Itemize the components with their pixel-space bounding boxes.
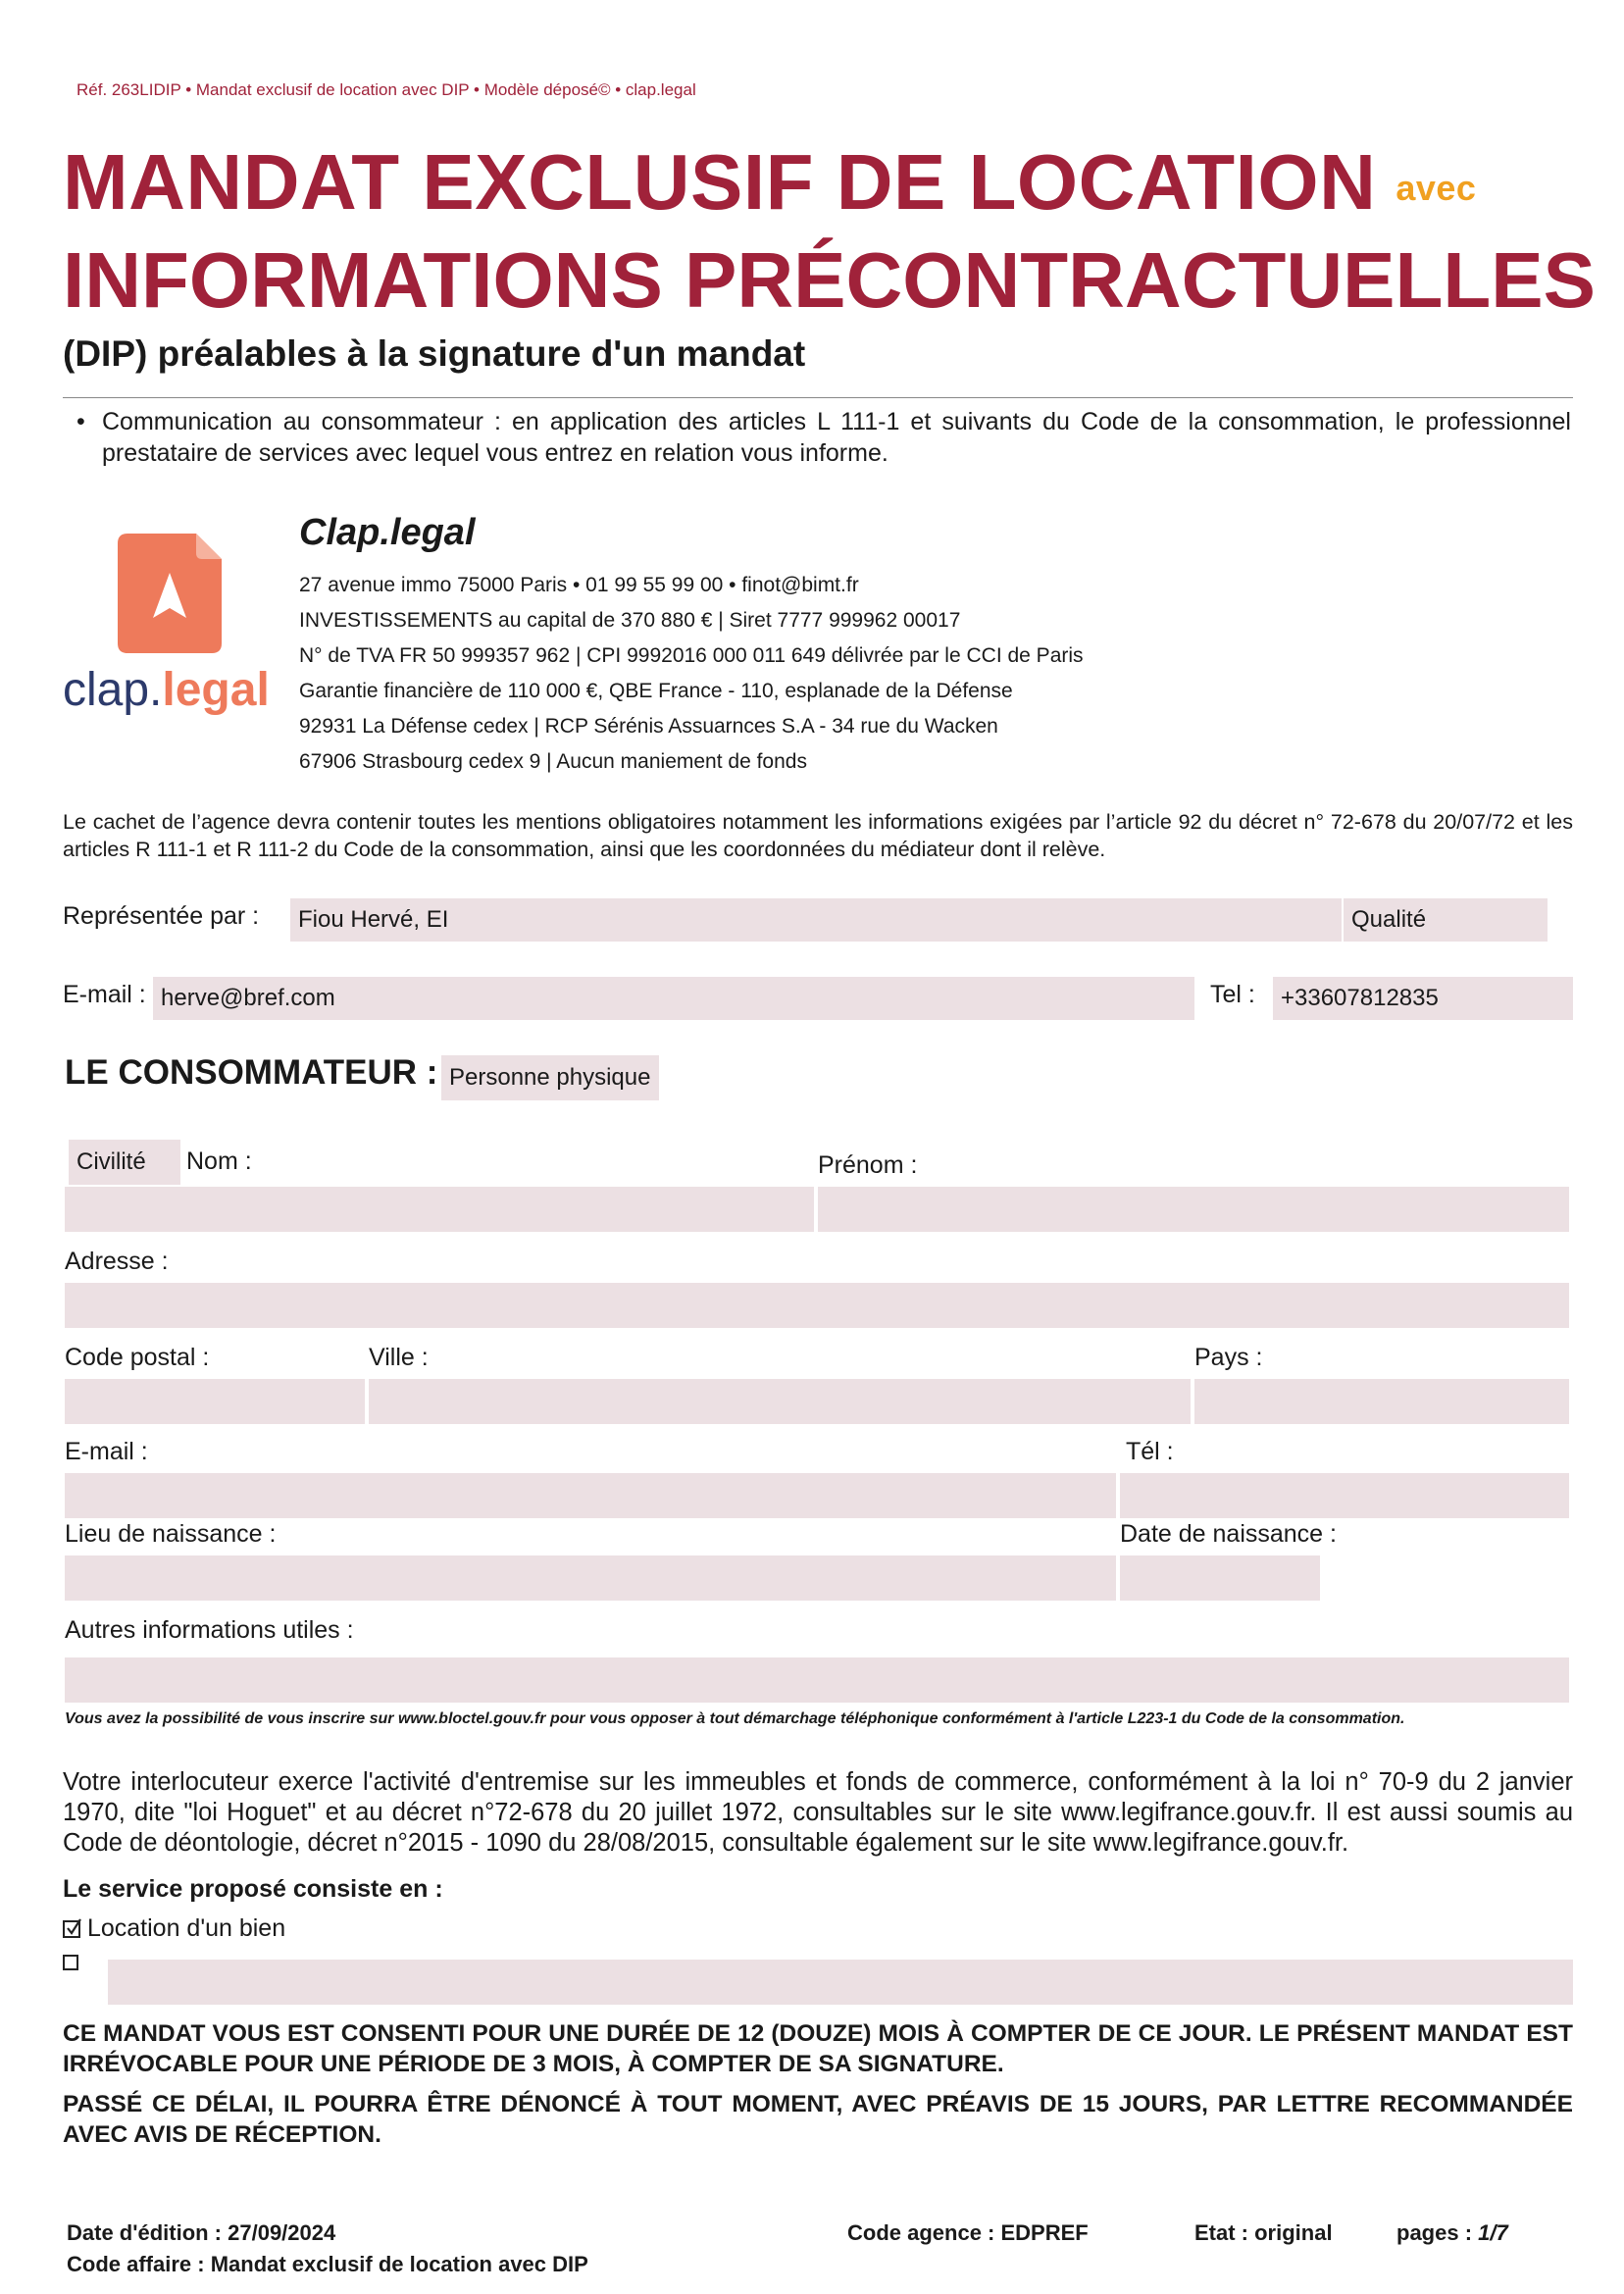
agent-email-label: E-mail : <box>63 981 146 1008</box>
cachet-text: Le cachet de l’agence devra contenir toutes les mentions obligatoires notamment les informations exigées par l’article 92 du décret n° 72-678 du 20/07/72 et les articles R 111-1 et R 111-2 du Code de la consommation, ainsi que les coordonnées du médiateur dont il relève. <box>63 810 1573 861</box>
logo-wordmark: clap.legal <box>63 664 270 716</box>
hoguet-paragraph: Votre interlocuteur exerce l'activité d'entremise sur les immeubles et fonds de commerce, conformément à la loi n° 70-9 du 2 janvier 1970, dite "loi Hoguet" et au décret n°72-678 du 20 juillet 1972, consultables sur le site www.legifrance.gouv.fr. Il est aussi soumis au Code de déontologie, décret n°2015 - 1090 du 28/08/2015, consultable également sur le site www.legifrance.gouv.fr. <box>63 1768 1573 1857</box>
document-arrow-icon <box>118 534 222 653</box>
communication-bullet <box>76 406 1571 469</box>
footer-pages: pages : 1/7 <box>1396 2220 1508 2245</box>
mandate-duration: CE MANDAT VOUS EST CONSENTI POUR UNE DURÉE DE 12 (DOUZE) MOIS À COMPTER DE CE JOUR. LE PRÉSENT MANDAT EST IRRÉVOCABLE POUR UNE PÉRIODE DE 3 MOIS, À COMPTER DE SA SIGNATURE. <box>63 2020 1573 2077</box>
reference-line: Réf. 263LIDIP • Mandat exclusif de location avec DIP • Modèle déposé© • clap.legal <box>76 80 696 99</box>
service-option-1 <box>63 1914 285 1943</box>
divider <box>63 397 1573 398</box>
pays-label: Pays : <box>1194 1344 1263 1371</box>
adresse-label: Adresse : <box>65 1248 169 1275</box>
company-line: 92931 La Défense cedex | RCP Sérénis Assuarnces S.A - 34 rue du Wacken <box>299 715 998 738</box>
bullet-dot-icon: • <box>76 408 85 435</box>
adresse-field[interactable] <box>65 1283 1569 1328</box>
agent-email-field[interactable]: herve@bref.com <box>153 977 1194 1020</box>
company-line: 67906 Strasbourg cedex 9 | Aucun maniement de fonds <box>299 750 807 773</box>
represented-label: Représentée par : <box>63 902 260 930</box>
represented-field[interactable]: Fiou Hervé, EI <box>290 898 1342 942</box>
pays-field[interactable] <box>1194 1379 1569 1424</box>
lieu-naissance-label: Lieu de naissance : <box>65 1520 277 1548</box>
title-line-1: MANDAT EXCLUSIF DE LOCATION avec <box>63 138 1477 226</box>
bloctel-note: Vous avez la possibilité de vous inscrire sur www.bloctel.gouv.fr pour vous opposer à tout démarchage téléphonique conformément à l'article L223-1 du Code de la consommation. <box>65 1710 1405 1727</box>
company-line: Garantie financière de 110 000 €, QBE France - 110, esplanade de la Défense <box>299 680 1013 702</box>
company-line: N° de TVA FR 50 999357 962 | CPI 9992016 000 011 649 délivrée par le CCI de Paris <box>299 644 1084 667</box>
ville-label: Ville : <box>369 1344 429 1371</box>
cp-label: Code postal : <box>65 1344 210 1371</box>
agent-tel-field[interactable]: +33607812835 <box>1273 977 1573 1020</box>
footer-pages-value: 1/7 <box>1478 2220 1508 2245</box>
cp-field[interactable] <box>65 1379 365 1424</box>
date-naissance-field[interactable] <box>1120 1555 1320 1601</box>
nom-field[interactable] <box>65 1187 814 1232</box>
autres-field[interactable] <box>65 1657 1569 1703</box>
service-option-2 <box>63 1954 78 1971</box>
ville-field[interactable] <box>369 1379 1191 1424</box>
prenom-field[interactable] <box>818 1187 1569 1232</box>
lieu-naissance-field[interactable] <box>65 1555 1116 1601</box>
company-name: Clap.legal <box>299 512 476 553</box>
service-option-1-label: Location d'un bien <box>86 1914 286 1942</box>
checkbox-unchecked-icon[interactable] <box>63 1955 78 1970</box>
title-avec: avec <box>1396 167 1477 208</box>
service-other-field[interactable] <box>108 1960 1573 2005</box>
footer-code-agence: Code agence : EDPREF <box>847 2220 1089 2245</box>
footer-edition-date: Date d'édition : 27/09/2024 <box>67 2220 336 2245</box>
consumer-type-select[interactable]: Personne physique <box>441 1055 659 1100</box>
title-line-2: INFORMATIONS PRÉCONTRACTUELLES <box>63 236 1596 324</box>
civility-select[interactable]: Civilité <box>69 1140 180 1185</box>
service-title: Le service proposé consiste en : <box>63 1875 443 1903</box>
consumer-section-title: LE CONSOMMATEUR : <box>65 1053 438 1092</box>
mandate-termination: PASSÉ CE DÉLAI, IL POURRA ÊTRE DÉNONCÉ À TOUT MOMENT, AVEC PRÉAVIS DE 15 JOURS, PAR LETTRE RECOMMANDÉE AVEC AVIS DE RÉCEPTION. <box>63 2091 1573 2148</box>
company-line: 27 avenue immo 75000 Paris • 01 99 55 99 00 • finot@bimt.fr <box>299 574 859 596</box>
subtitle: (DIP) préalables à la signature d'un mandat <box>63 333 806 374</box>
consumer-tel-field[interactable] <box>1120 1473 1569 1518</box>
autres-label: Autres informations utiles : <box>65 1616 354 1644</box>
nom-label: Nom : <box>186 1147 252 1175</box>
consumer-email-label: E-mail : <box>65 1438 148 1465</box>
footer-etat: Etat : original <box>1194 2220 1333 2245</box>
agent-tel-label: Tel : <box>1210 981 1255 1008</box>
consumer-tel-label: Tél : <box>1126 1438 1174 1465</box>
footer-code-affaire: Code affaire : Mandat exclusif de location avec DIP <box>67 2252 588 2276</box>
prenom-label: Prénom : <box>818 1151 918 1179</box>
communication-text: Communication au consommateur : en application des articles L 111-1 et suivants du Code de la consommation, le professionnel prestataire de services avec lequel vous entrez en relation vous informe. <box>102 408 1571 467</box>
company-line: INVESTISSEMENTS au capital de 370 880 € | Siret 7777 999962 00017 <box>299 609 961 632</box>
consumer-email-field[interactable] <box>65 1473 1116 1518</box>
checkbox-checked-icon[interactable] <box>63 1920 80 1938</box>
date-naissance-label: Date de naissance : <box>1120 1520 1337 1548</box>
company-info <box>299 512 1084 780</box>
quality-field[interactable]: Qualité <box>1344 898 1548 942</box>
